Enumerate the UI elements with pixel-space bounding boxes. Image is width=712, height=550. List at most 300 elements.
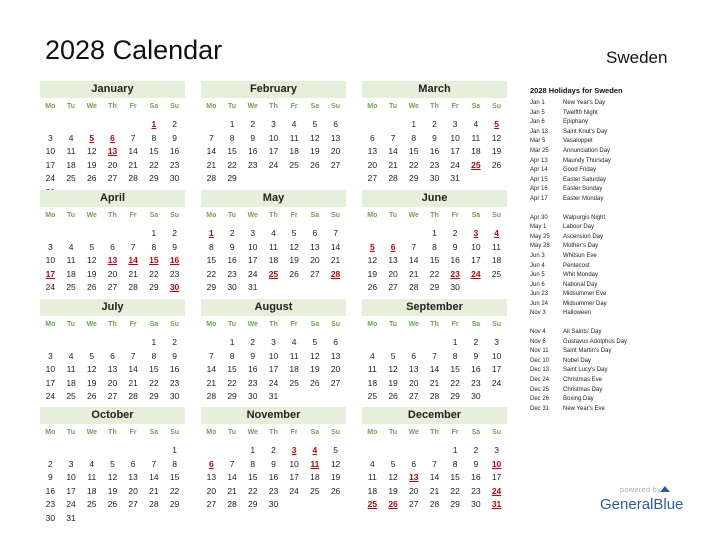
day-cell: 11: [269, 241, 278, 252]
week-row: [40, 485, 185, 499]
weekday-label: We: [408, 429, 419, 436]
day-cell: 2: [250, 337, 256, 347]
holiday-list-item: [530, 118, 710, 128]
day-cell: 6: [411, 458, 417, 469]
holiday-list-item: [530, 290, 710, 300]
day-cell: 12: [87, 255, 97, 266]
day-cell: [424, 444, 445, 458]
holiday-date: Dec 31: [530, 405, 550, 412]
day-cell: 20: [330, 364, 341, 375]
holiday-list-item: [530, 281, 710, 291]
day-cell: 8: [208, 241, 214, 252]
brand-logo-text: GeneralBlue: [600, 496, 684, 513]
day-cell: [102, 512, 123, 526]
holiday-day-cell: 14: [128, 255, 138, 266]
weekday-label: Su: [492, 429, 502, 436]
day-cell: [61, 336, 82, 350]
day-cell: [325, 281, 346, 295]
holiday-list-item: [530, 147, 710, 157]
day-cell: 29: [149, 173, 159, 184]
day-cell: 10: [471, 241, 481, 252]
day-cell: 22: [169, 485, 180, 496]
weekday-label: Th: [430, 103, 439, 110]
day-cell: 9: [250, 350, 256, 361]
day-cell: 12: [289, 241, 299, 252]
day-cell: 25: [367, 391, 378, 402]
weekday-label: Tu: [389, 212, 398, 219]
day-cell: 29: [248, 499, 258, 510]
day-cell: 25: [310, 485, 320, 496]
day-cell: 7: [432, 458, 437, 469]
day-cell: 11: [471, 132, 481, 143]
day-cell: 21: [409, 268, 419, 279]
day-cell: 5: [291, 228, 297, 238]
holiday-date: Jan 5: [530, 109, 545, 116]
day-cell: 31: [66, 512, 76, 523]
day-cell: [383, 444, 404, 458]
day-cell: 21: [206, 377, 217, 388]
holiday-date: Jan 1: [530, 100, 545, 106]
day-cell: 18: [367, 485, 378, 496]
month-august: [201, 299, 346, 404]
weekday-label: Sa: [471, 212, 481, 219]
month-february: [201, 81, 346, 186]
week-row: [362, 498, 507, 512]
week-row: [201, 336, 346, 350]
holiday-day-cell: 4: [312, 445, 318, 455]
day-cell: 15: [227, 364, 237, 375]
weekday-header-row: [201, 426, 346, 440]
holiday-date: Jun 5: [530, 272, 545, 279]
day-cell: [263, 172, 284, 186]
day-cell: 15: [450, 472, 460, 483]
day-cell: [102, 118, 123, 132]
day-cell: 16: [471, 472, 481, 483]
day-cell: [362, 336, 383, 350]
weekday-label: Tu: [228, 103, 237, 110]
holiday-day-cell: 11: [310, 458, 320, 469]
day-cell: 9: [172, 350, 177, 361]
day-cell: 18: [367, 377, 378, 388]
day-cell: 29: [429, 282, 440, 293]
day-cell: 17: [45, 377, 56, 388]
day-cell: 9: [172, 241, 177, 252]
day-cell: 24: [450, 159, 460, 170]
week-row: [40, 118, 185, 132]
week-row: [201, 241, 346, 255]
holiday-name: Gustavus Adolphus Day: [563, 338, 628, 345]
holiday-list-item: [530, 214, 710, 224]
holiday-list-item: [530, 195, 710, 205]
day-cell: 4: [89, 458, 95, 469]
holiday-list-item: [530, 347, 710, 357]
weekday-label: We: [86, 103, 97, 110]
weekday-label: We: [408, 321, 419, 328]
day-cell: 4: [291, 337, 297, 347]
day-cell: 21: [227, 485, 237, 496]
day-cell: 22: [149, 159, 159, 170]
day-cell: 6: [312, 228, 318, 238]
weekday-label: Sa: [310, 321, 320, 328]
day-cell: [403, 444, 424, 458]
holiday-name: New Year's Day: [563, 100, 606, 106]
month-october: [40, 407, 185, 526]
day-cell: 2: [473, 337, 479, 347]
day-cell: 4: [271, 228, 276, 238]
day-cell: 5: [312, 119, 318, 129]
day-cell: 9: [432, 132, 437, 143]
day-cell: [102, 336, 123, 350]
week-row: [40, 172, 185, 186]
weekday-label: We: [247, 212, 258, 219]
week-row: [201, 377, 346, 391]
weekday-label: We: [408, 103, 419, 110]
holiday-name: Walpurgis Night: [563, 214, 606, 221]
week-row: [201, 118, 346, 132]
holiday-name: Saint Knut's Day: [563, 128, 608, 135]
weekday-header-row: [40, 100, 185, 114]
day-cell: 26: [87, 391, 97, 402]
day-cell: [40, 336, 61, 350]
day-cell: 11: [289, 350, 299, 361]
day-cell: 13: [367, 146, 378, 157]
weekday-label: Th: [269, 103, 278, 110]
week-row: [201, 132, 346, 146]
month-december: [362, 407, 507, 512]
weekday-label: Mo: [206, 429, 217, 436]
day-cell: 10: [45, 364, 56, 375]
weekday-label: Sa: [471, 429, 481, 436]
holiday-date: Apr 17: [530, 195, 548, 202]
day-cell: 3: [494, 445, 499, 455]
month-april: [40, 190, 185, 295]
month-june: [362, 190, 507, 295]
holiday-list-item: [530, 386, 710, 396]
holiday-date: Jun 23: [530, 291, 549, 298]
holiday-day-cell: 25: [367, 499, 378, 510]
day-cell: 16: [450, 255, 460, 266]
day-cell: 28: [206, 173, 217, 184]
weekday-header-row: [362, 426, 507, 440]
holiday-day-cell: 4: [494, 228, 499, 238]
holiday-list-title: 2028 Holidays for Sweden: [530, 86, 623, 95]
day-cell: [201, 118, 222, 132]
day-cell: 4: [68, 241, 74, 252]
weekday-label: We: [247, 429, 258, 436]
weekday-label: Tu: [67, 103, 76, 110]
week-row: [201, 471, 346, 485]
holiday-day-cell: 1: [151, 119, 157, 129]
day-cell: 1: [452, 445, 458, 455]
day-cell: 10: [491, 350, 502, 361]
holiday-day-cell: 10: [491, 458, 502, 469]
day-cell: 27: [409, 391, 419, 402]
weekday-label: Su: [331, 429, 341, 436]
day-cell: 24: [66, 499, 76, 510]
day-cell: 10: [450, 132, 460, 143]
brand-logo-icon: [660, 486, 670, 492]
day-cell: 27: [128, 499, 138, 510]
day-cell: 29: [206, 282, 217, 293]
weekday-label: Mo: [206, 321, 217, 328]
weekday-label: We: [86, 429, 97, 436]
holiday-date: May 1: [530, 224, 547, 231]
weekday-label: Fr: [129, 321, 137, 328]
month-november: [201, 407, 346, 512]
holiday-name: Easter Sunday: [563, 186, 603, 193]
day-cell: 6: [369, 132, 375, 143]
day-cell: [403, 336, 424, 350]
holiday-date: Nov 11: [530, 348, 549, 355]
day-cell: 6: [411, 350, 417, 361]
day-cell: [123, 227, 144, 241]
holiday-day-cell: 6: [390, 241, 396, 252]
day-cell: 25: [66, 391, 76, 402]
holiday-date: Jun 3: [530, 252, 545, 259]
day-cell: 23: [169, 159, 180, 170]
day-cell: 2: [229, 228, 235, 238]
holiday-date: Apr 30: [530, 214, 548, 221]
day-cell: 23: [471, 377, 481, 388]
day-cell: 30: [45, 512, 56, 523]
day-cell: [284, 498, 305, 512]
day-cell: 20: [409, 377, 419, 388]
weekday-label: Th: [269, 321, 278, 328]
day-cell: 7: [208, 350, 214, 361]
day-cell: 15: [169, 472, 180, 483]
weekday-label: We: [86, 212, 97, 219]
day-cell: 16: [169, 146, 180, 157]
weekday-label: Tu: [389, 103, 398, 110]
day-cell: 21: [206, 159, 217, 170]
week-row: [40, 512, 185, 526]
week-row: [362, 458, 507, 472]
holiday-list-item: [530, 109, 710, 119]
day-cell: 22: [149, 377, 159, 388]
day-cell: 20: [107, 377, 118, 388]
weekday-header-row: [40, 209, 185, 223]
day-cell: 24: [268, 377, 279, 388]
day-cell: 4: [369, 458, 375, 469]
holiday-name: Annunciation Day: [563, 147, 611, 154]
day-cell: 15: [149, 364, 159, 375]
day-cell: 30: [471, 391, 481, 402]
weekday-label: Sa: [149, 103, 159, 110]
day-cell: 26: [310, 377, 320, 388]
day-cell: 20: [128, 485, 138, 496]
day-cell: 13: [330, 132, 341, 143]
day-cell: 21: [429, 377, 440, 388]
holiday-date: Apr 14: [530, 167, 548, 174]
day-cell: [466, 172, 487, 186]
weekday-label: Th: [269, 212, 278, 219]
page-title: 2028 Calendar: [45, 35, 223, 65]
weekday-label: We: [247, 321, 258, 328]
day-cell: 23: [248, 159, 258, 170]
day-cell: 20: [409, 485, 419, 496]
holiday-name: Saint Martin's Day: [563, 348, 612, 355]
day-cell: [242, 172, 263, 186]
day-cell: 1: [229, 119, 235, 129]
day-cell: 17: [289, 472, 299, 483]
day-cell: 18: [66, 159, 76, 170]
day-cell: [144, 512, 165, 526]
day-cell: 19: [330, 472, 341, 483]
day-cell: 7: [130, 132, 136, 143]
day-cell: 11: [66, 146, 76, 157]
day-cell: [305, 498, 326, 512]
day-cell: 1: [151, 228, 157, 238]
day-cell: [466, 281, 487, 295]
day-cell: 25: [66, 173, 76, 184]
week-row: [201, 227, 346, 241]
day-cell: 22: [248, 485, 258, 496]
weekday-label: Tu: [389, 429, 398, 436]
day-cell: 16: [45, 485, 56, 496]
day-cell: [486, 172, 507, 186]
day-cell: 5: [312, 337, 318, 347]
day-cell: 29: [409, 173, 419, 184]
week-row: [362, 485, 507, 499]
day-cell: 2: [473, 445, 479, 455]
day-cell: 19: [310, 146, 320, 157]
day-cell: 4: [473, 119, 479, 129]
weekday-label: Su: [170, 212, 180, 219]
day-cell: [61, 118, 82, 132]
weekday-header-row: [201, 100, 346, 114]
day-cell: 12: [330, 458, 341, 469]
weekday-label: Su: [331, 212, 341, 219]
day-cell: 27: [367, 173, 378, 184]
holiday-name: Halloween: [563, 310, 592, 317]
day-cell: 15: [409, 146, 419, 157]
day-cell: 9: [172, 132, 177, 143]
holiday-name: Good Friday: [563, 167, 597, 174]
month-march: [362, 81, 507, 186]
weekday-label: Th: [269, 429, 278, 436]
day-cell: 11: [289, 132, 299, 143]
holiday-list-panel: [530, 86, 710, 414]
day-cell: 17: [491, 472, 502, 483]
day-cell: 27: [107, 282, 118, 293]
week-row: [40, 444, 185, 458]
day-cell: [305, 390, 326, 404]
day-cell: 10: [268, 350, 279, 361]
day-cell: 4: [369, 350, 375, 361]
holiday-date: Jan 6: [530, 119, 545, 126]
day-cell: 12: [388, 472, 398, 483]
day-cell: 28: [149, 499, 159, 510]
day-cell: [164, 512, 185, 526]
holiday-name: Christmas Day: [563, 386, 603, 393]
holiday-list-item: [530, 357, 710, 367]
holiday-day-cell: 24: [491, 485, 502, 496]
week-row: [362, 172, 507, 186]
holiday-day-cell: 15: [149, 255, 159, 266]
weekday-label: Mo: [367, 103, 378, 110]
day-cell: [362, 118, 383, 132]
day-cell: 23: [169, 268, 180, 279]
day-cell: [102, 444, 123, 458]
weekday-label: Tu: [228, 212, 237, 219]
week-row: [362, 241, 507, 255]
day-cell: 24: [45, 391, 56, 402]
holiday-name: All Saints' Day: [563, 329, 602, 336]
day-cell: 22: [409, 159, 419, 170]
day-cell: [201, 444, 222, 458]
day-cell: 28: [409, 282, 419, 293]
day-cell: 12: [310, 132, 320, 143]
day-cell: 28: [227, 499, 237, 510]
holiday-day-cell: 17: [45, 268, 56, 279]
week-row: [40, 145, 185, 159]
weekday-label: Sa: [471, 321, 481, 328]
day-cell: 14: [128, 146, 138, 157]
day-cell: 18: [289, 364, 299, 375]
weekday-label: Su: [492, 321, 502, 328]
holiday-day-cell: 5: [89, 132, 95, 143]
holiday-name: Midsummer Day: [563, 300, 607, 307]
day-cell: 19: [107, 485, 118, 496]
day-cell: 10: [289, 458, 299, 469]
holiday-day-cell: 30: [169, 282, 180, 293]
day-cell: [383, 336, 404, 350]
day-cell: 2: [271, 445, 276, 455]
day-cell: 15: [206, 255, 217, 266]
holiday-name: Vasaloppet: [563, 138, 593, 145]
day-cell: [81, 336, 102, 350]
day-cell: [325, 498, 346, 512]
holiday-name: Pentecost: [563, 262, 590, 269]
holiday-name: Saint Lucy's Day: [563, 367, 608, 374]
day-cell: 28: [429, 499, 440, 510]
weekday-label: Su: [170, 103, 180, 110]
week-row: [201, 350, 346, 364]
week-row: [201, 485, 346, 499]
day-cell: 22: [450, 377, 460, 388]
holiday-name: Nobel Day: [563, 357, 592, 364]
week-row: [201, 458, 346, 472]
day-cell: 6: [130, 458, 136, 469]
day-cell: 16: [248, 364, 258, 375]
day-cell: 19: [388, 485, 398, 496]
holiday-name: New Year's Eve: [563, 405, 605, 412]
week-row: [40, 159, 185, 173]
day-cell: [263, 281, 284, 295]
holiday-day-cell: 26: [388, 499, 398, 510]
holiday-day-cell: 5: [369, 241, 375, 252]
day-cell: 17: [450, 146, 460, 157]
holiday-day-cell: 6: [208, 458, 214, 469]
day-cell: 23: [169, 377, 180, 388]
holiday-day-cell: 1: [208, 228, 214, 238]
holiday-day-cell: 23: [450, 268, 460, 279]
day-cell: 3: [250, 228, 256, 238]
week-row: [40, 254, 185, 268]
day-cell: 14: [409, 255, 419, 266]
weekday-label: Th: [430, 321, 439, 328]
holiday-list-item: [530, 128, 710, 138]
weekday-label: Th: [108, 429, 117, 436]
day-cell: [40, 444, 61, 458]
day-cell: 17: [268, 364, 279, 375]
day-cell: 25: [289, 159, 299, 170]
weekday-label: Fr: [290, 212, 298, 219]
day-cell: 26: [87, 173, 97, 184]
holiday-list-items: [530, 99, 710, 414]
day-cell: 11: [66, 364, 76, 375]
day-cell: 8: [452, 458, 458, 469]
